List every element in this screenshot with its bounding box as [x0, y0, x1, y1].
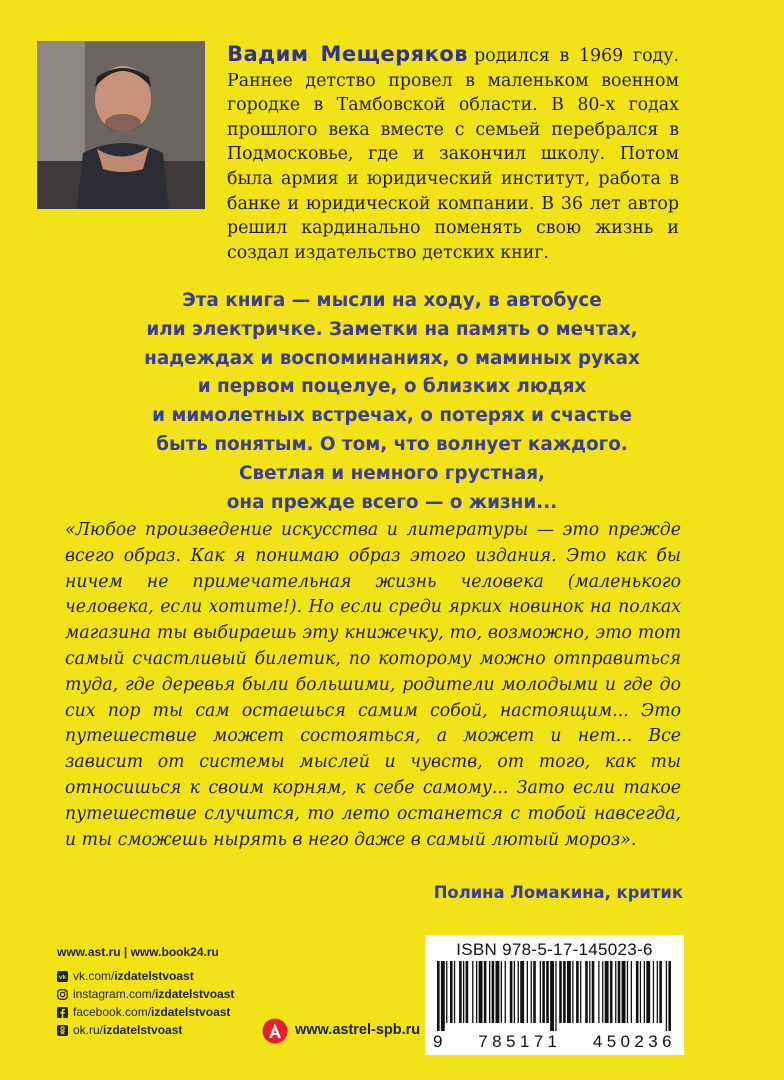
barcode-bar	[533, 961, 536, 1023]
barcode-bar	[576, 961, 579, 1023]
barcode-bar	[615, 961, 616, 1023]
barcode-bar	[657, 961, 658, 1023]
social-links	[57, 967, 234, 1039]
barcode-bar	[501, 961, 502, 1023]
author-photo	[37, 41, 205, 209]
svg-text:vk: vk	[58, 973, 67, 981]
synopsis-line: надеждах и воспоминаниях, о маминых руках	[144, 347, 640, 369]
author-portrait-icon	[37, 41, 205, 209]
barcode-bar	[510, 961, 513, 1023]
critic-review: «Любое произведение искусства и литературы — это прежде всего образ. Как я понимаю образ этого издания. Это как бы ничем не примечательная жизнь человека (маленького человека, если хотите!). Но если среди ярких новинок на полках магазина ты выбираешь эту книжечку, то, возможно, это тот самый счастливый билетик, по которому можно отправиться туда, где деревья были большими, родители молодыми и где до сих пор ты сам остаешься самим собой, настоящим... Это путешествие может состояться, а может и нет... Все зависит от системы мыслей и чувств, от того, как ты относишься к своим корням, к себе самому... Зато если такое путешествие случится, то лето останется с тобой навсегда, и ты сможешь нырять в него даже в самый лютый мороз».	[65, 520, 681, 850]
author-bio-text: родился в 1969 году. Раннее детство провел в маленьком военном городке в Тамбовской области. В 80-х годах прошлого века вместе с семьей перебрался в Подмосковье, где и закончил школу. Потом была армия и юридический институт, работа в банке и юридической компании. В 36 лет автор решил кардинально поменять свою жизнь и создал издательство детских книг.	[227, 46, 680, 263]
barcode-bar	[589, 961, 590, 1023]
barcode-bar	[492, 961, 495, 1023]
barcode-bar	[585, 961, 588, 1023]
isbn-barcode	[425, 935, 684, 1055]
barcode-bar	[484, 961, 487, 1023]
barcode-bar	[542, 961, 545, 1023]
barcode-bar	[610, 961, 613, 1023]
barcode-bar	[520, 961, 524, 1023]
synopsis-line: и первом поцелуе, о близких людях	[197, 376, 587, 398]
publisher-url: www.astrel-spb.ru	[295, 1022, 421, 1038]
barcode-bar	[636, 961, 639, 1023]
barcode-bar	[518, 961, 519, 1023]
barcode-bar	[479, 961, 483, 1023]
barcode-bar	[450, 961, 453, 1023]
barcode-digit-group: 785171	[478, 1032, 562, 1051]
barcode-bar	[446, 961, 447, 1023]
book-synopsis	[110, 287, 674, 517]
author-bio	[227, 42, 679, 265]
barcode-bar	[540, 961, 541, 1023]
social-prefix: instagram.com/	[73, 987, 156, 1001]
publisher-websites: www.ast.ru | www.book24.ru	[57, 945, 219, 959]
social-prefix: ok.ru/	[73, 1023, 104, 1037]
instagram-icon	[57, 989, 68, 1000]
barcode-bar	[646, 961, 650, 1023]
barcode-icon	[437, 961, 672, 1031]
social-handle: izdatelstvoast	[151, 1005, 231, 1019]
barcode-bar	[496, 961, 500, 1023]
barcode-bar	[580, 961, 581, 1023]
facebook-icon	[57, 1007, 68, 1018]
barcode-bar	[437, 961, 440, 1031]
social-handle: izdatelstvoast	[155, 987, 235, 1001]
barcode-bar	[505, 961, 506, 1023]
barcode-digits	[425, 1032, 684, 1052]
synopsis-line: быть понятым. О том, что волнует каждого.	[156, 433, 628, 455]
social-link-instagram	[57, 985, 234, 1003]
barcode-bar	[640, 961, 641, 1023]
barcode-bar	[559, 961, 562, 1023]
barcode-bar	[563, 961, 566, 1023]
synopsis-line: и мимолетных встречах, о потерях и счастье	[152, 405, 632, 427]
barcode-bar	[572, 961, 573, 1023]
barcode-digit-group: 450236	[592, 1032, 676, 1051]
barcode-bar	[618, 961, 621, 1023]
barcode-bar	[567, 961, 571, 1023]
social-prefix: facebook.com/	[73, 1005, 152, 1019]
barcode-bar	[489, 961, 490, 1023]
barcode-bar	[454, 961, 455, 1023]
barcode-bar	[598, 961, 599, 1023]
vk-icon	[57, 971, 68, 982]
barcode-bar	[668, 961, 671, 1031]
barcode-bar	[531, 961, 532, 1023]
isbn-label: ISBN 978-5-17-145023-6	[456, 940, 653, 959]
social-prefix: vk.com/	[73, 969, 115, 983]
review-signature: Полина Ломакина, критик	[433, 883, 683, 902]
barcode-bar	[659, 961, 662, 1023]
barcode-bar	[631, 961, 632, 1023]
barcode-digit-group: 9	[433, 1032, 447, 1051]
social-link-vk	[57, 967, 234, 985]
barcode-bar	[644, 961, 645, 1023]
social-handle: izdatelstvoast	[103, 1023, 183, 1037]
author-name: Вадим Мещеряков	[227, 42, 469, 66]
ok-icon	[57, 1025, 68, 1036]
barcode-bar	[622, 961, 626, 1023]
barcode-bar	[527, 961, 528, 1023]
barcode-bar	[514, 961, 515, 1023]
barcode-bar	[602, 961, 603, 1023]
social-handle: izdatelstvoast	[114, 969, 194, 983]
barcode-bar	[476, 961, 477, 1023]
synopsis-line: Светлая и немного грустная,	[238, 462, 546, 484]
synopsis-line: или электричке. Заметки на память о мечтах,	[146, 318, 638, 340]
synopsis-line: Эта книга — мысли на ходу, в автобусе	[182, 290, 602, 311]
social-link-facebook	[57, 1003, 234, 1021]
synopsis-line: она прежде всего — о жизни...	[226, 491, 558, 513]
barcode-bar	[666, 961, 667, 1031]
barcode-bar	[459, 961, 462, 1023]
barcode-bar	[546, 961, 549, 1023]
barcode-bar	[653, 961, 654, 1023]
barcode-bar	[627, 961, 628, 1023]
barcode-bar	[472, 961, 473, 1023]
barcode-bar	[592, 961, 595, 1023]
barcode-bar	[555, 961, 556, 1031]
barcode-bar	[463, 961, 464, 1023]
barcode-bar	[441, 961, 445, 1031]
social-link-ok	[57, 1021, 234, 1039]
barcode-bar	[605, 961, 609, 1023]
barcode-bar	[466, 961, 469, 1023]
publisher-logo-icon	[262, 1018, 288, 1044]
barcode-bar	[550, 961, 554, 1031]
